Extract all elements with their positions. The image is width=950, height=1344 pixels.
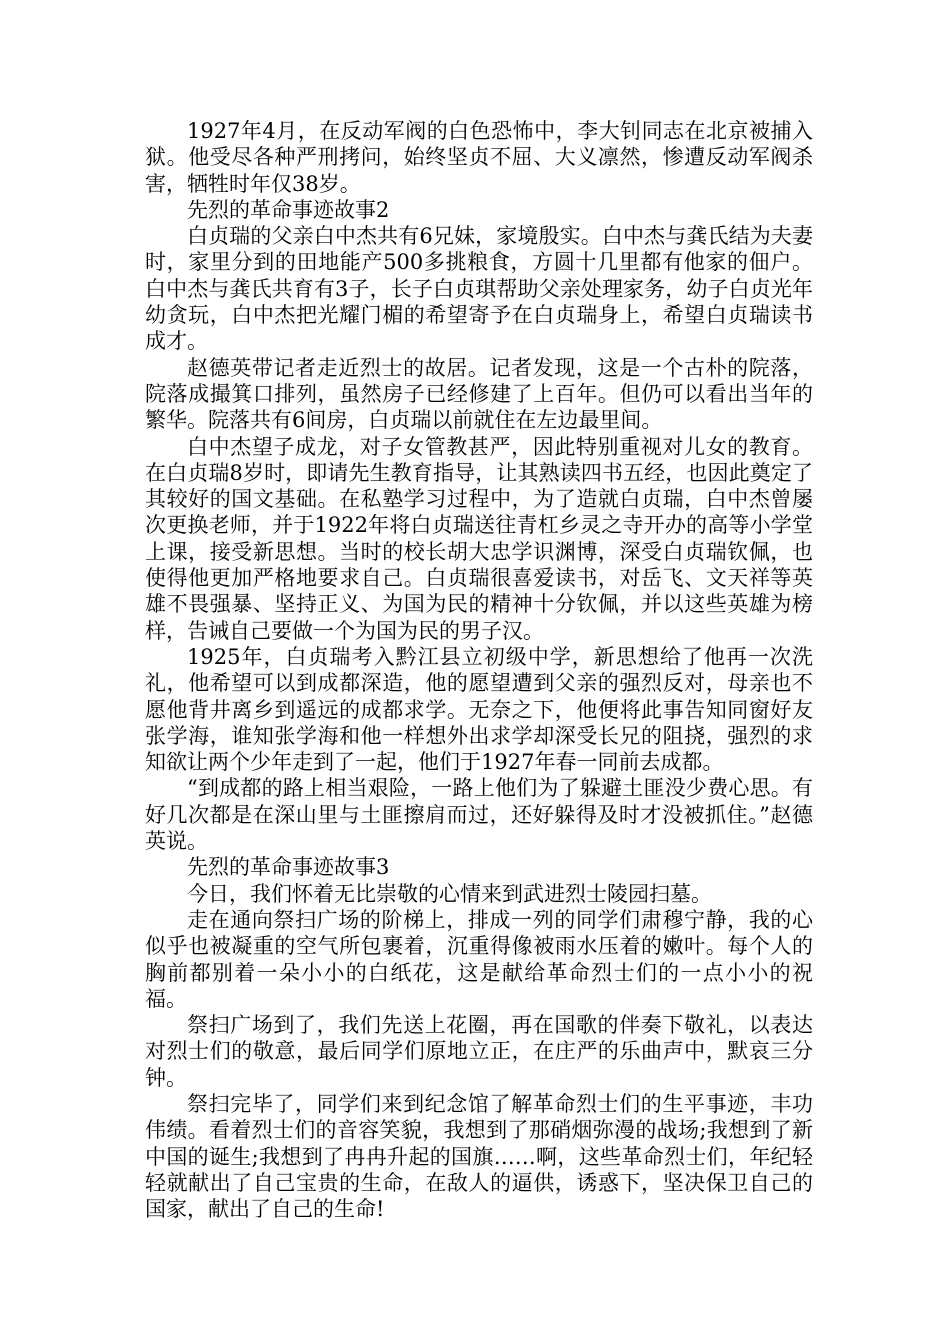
paragraph-memorial-ceremony: 祭扫广场到了，我们先送上花圈，再在国歌的伴奏下敬礼，以表达对烈士们的敬意，最后同学们原地立正，在庄严的乐曲声中，默哀三分钟。	[145, 1013, 813, 1090]
paragraph-cemetery-visit: 今日，我们怀着无比崇敬的心情来到武进烈士陵园扫墓。	[187, 881, 712, 906]
paragraph-1925-middle-school: 1925年，白贞瑞考入黔江县立初级中学，新思想给了他再一次洗礼，他希望可以到成都深造，他的愿望遭到父亲的强烈反对，母亲也不愿他背井离乡到遥远的成都求学。无奈之下，他便将此事告知同窗好友张学海，谁知张学海和他一样想外出求学却深受长兄的阻挠，强烈的求知欲让两个少年走到了一起，他们于1927年春一同前去成都。	[145, 644, 813, 775]
paragraph-family-background: 白贞瑞的父亲白中杰共有6兄妹，家境殷实。白中杰与龚氏结为夫妻时，家里分到的田地能产500多挑粮食，方圆十几里都有他家的佃户。白中杰与龚氏共育有3子，长子白贞琪帮助父亲处理家务，幼子白贞光年幼贪玩，白中杰把光耀门楣的希望寄予在白贞瑞身上，希望白贞瑞读书成才。	[145, 224, 813, 354]
section-heading-story-3: 先烈的革命事迹故事3	[187, 855, 390, 880]
section-heading-story-2: 先烈的革命事迹故事2	[187, 197, 390, 222]
paragraph-li-dazhao: 1927年4月，在反动军阀的白色恐怖中，李大钊同志在北京被捕入狱。他受尽各种严刑拷问，始终坚贞不屈、大义凛然，惨遭反动军阀杀害，牺牲时年仅38岁。	[145, 119, 813, 196]
document-body	[145, 118, 813, 1222]
paragraph-quote-zhao-deying: “到成都的路上相当艰险，一路上他们为了躲避土匪没少费心思。有好几次都是在深山里与土匪擦肩而过，还好躲得及时才没被抓住。”赵德英说。	[145, 776, 813, 854]
paragraph-education: 白中杰望子成龙，对子女管教甚严，因此特别重视对儿女的教育。在白贞瑞8岁时，即请先生教育指导，让其熟读四书五经，也因此奠定了其较好的国文基础。在私塾学习过程中，为了造就白贞瑞，白中杰曾屡次更换老师，并于1922年将白贞瑞送往青杠乡灵之寺开办的高等小学堂上课，接受新思想。当时的校长胡大忠学识渊博，深受白贞瑞钦佩，也使得他更加严格地要求自己。白贞瑞很喜爱读书，对岳飞、文天祥等英雄不畏强暴、坚持正义、为国为民的精神十分钦佩，并以这些英雄为榜样，告诫自己要做一个为国为民的男子汉。	[145, 434, 813, 643]
paragraph-steps-to-square: 走在通向祭扫广场的阶梯上，排成一列的同学们肃穆宁静，我的心似乎也被凝重的空气所包裹着，沉重得像被雨水压着的嫩叶。每个人的胸前都别着一朵小小的白纸花，这是献给革命烈士们的一点小小的祝福。	[145, 907, 813, 1011]
paragraph-former-residence: 赵德英带记者走近烈士的故居。记者发现，这是一个古朴的院落，院落成撮箕口排列，虽然房子已经修建了上百年。但仍可以看出当年的繁华。院落共有6间房，白贞瑞以前就住在左边最里间。	[145, 355, 813, 433]
paragraph-memorial-hall: 祭扫完毕了，同学们来到纪念馆了解革命烈士们的生平事迹，丰功伟绩。看着烈士们的音容笑貌，我想到了那硝烟弥漫的战场;我想到了新中国的诞生;我想到了冉冉升起的国旗……啊，这些革命烈士们，年纪轻轻就献出了自己宝贵的生命，在敌人的逼供，诱惑下，坚决保卫自己的国家，献出了自己的生命!	[145, 1091, 813, 1222]
